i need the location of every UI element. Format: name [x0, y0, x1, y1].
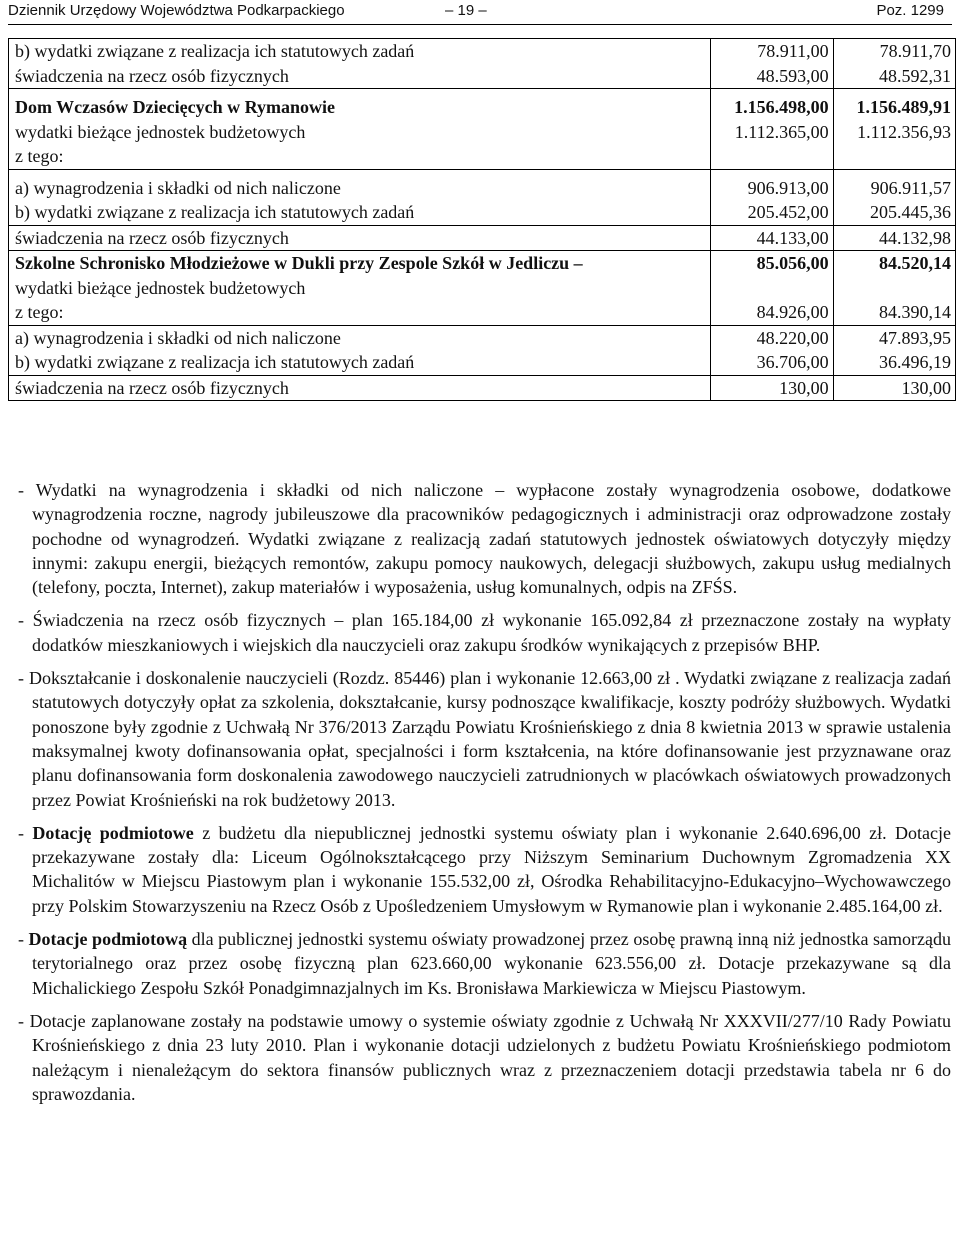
- bold-term: Dotację podmiotowe: [32, 822, 194, 843]
- exec-value: 44.132,98: [879, 227, 951, 248]
- exec-cell: [833, 169, 955, 225]
- exec-value: 205.445,36: [870, 202, 951, 222]
- table-row: [9, 89, 956, 170]
- exec-value: 1.112.356,93: [857, 121, 951, 142]
- exec-value: 906.911,57: [870, 177, 951, 198]
- plan-cell: [711, 89, 833, 170]
- exec-cell: [833, 39, 955, 89]
- exec-cell: [833, 325, 955, 375]
- table-row: [9, 325, 956, 375]
- paragraph-rest: z budżetu dla niepublicznej jednostki systemu oświaty plan i wykonanie 2.640.696,00 zł. Dotacje przekazywane zostały dla: Liceum Ogólnokształcącego przy Niższym Seminarium Duchownym Zgromadzenia XX Michalitów w Miejscu Piastowym plan i wykonanie 155.532,00 zł, Ośrodka Rehabilitacyjno-Edukacyjno–Wychowawczego przy Polskim Stowarzyszeniu na Rzecz Osób z Upośledzeniem Umysłowym w Rymanowie plan i wykonanie 2.485.164,00 zł.: [32, 822, 952, 916]
- paragraph-benefits: - Świadczenia na rzecz osób fizycznych – plan 165.184,00 zł wykonanie 165.092,84 zł przeznaczone zostały na wypłaty dodatków mieszkaniowych i wiejskich dla nauczycieli oraz zakupu środków wynikających z przepisów BHP.: [18, 610, 951, 655]
- exec-cell: [833, 89, 955, 170]
- exec-value: 84.390,14: [879, 302, 951, 322]
- plan-cell: [711, 225, 833, 251]
- row-label: b) wydatki związane z realizacja ich statutowych zadań: [15, 41, 415, 61]
- bold-term: Dotacje podmiotową: [28, 929, 188, 950]
- dash: -: [18, 822, 33, 843]
- row-label: z tego:: [15, 146, 64, 166]
- row-labels: [9, 375, 711, 401]
- plan-value: 1.156.498,00: [734, 97, 829, 117]
- row-label: wydatki bieżące jednostek budżetowych: [15, 277, 306, 298]
- plan-value: 78.911,00: [757, 41, 829, 61]
- table-row: [9, 225, 956, 251]
- plan-value: 1.112.365,00: [734, 121, 829, 142]
- position-number: Poz. 1299: [876, 2, 944, 19]
- row-labels: [9, 39, 711, 89]
- paragraph-subsidy-basis: - Dotacje zaplanowane zostały na podstawie umowy o systemie oświaty zgodnie z Uchwałą Nr XXXVII/277/10 Rady Powiatu Krośnieńskiego z dnia 23 luty 2010. Plan i wykonanie dotacji udzielonych z budżetu Powiatu Krośnieńskiego podmiotom należącym i nienależącym do sektora finansów publicznych wraz z przeznaczeniem dotacji przedstawia tabela nr 6 do sprawozdania.: [18, 1010, 951, 1104]
- unit-name: Dom Wczasów Dziecięcych w Rymanowie: [15, 97, 335, 117]
- table-row: [9, 251, 956, 326]
- body-text: [8, 478, 951, 1115]
- exec-value: 48.592,31: [879, 65, 951, 86]
- row-label: świadczenia na rzecz osób fizycznych: [15, 227, 289, 248]
- exec-value: 1.156.489,91: [856, 97, 951, 117]
- page-header: [8, 0, 952, 25]
- plan-value: 48.220,00: [756, 327, 829, 348]
- plan-value: 205.452,00: [747, 202, 829, 222]
- plan-cell: [711, 251, 833, 326]
- unit-name: Szkolne Schronisko Młodzieżowe w Dukli przy Zespole Szkół w Jedliczu –: [15, 253, 583, 273]
- row-label: a) wynagrodzenia i składki od nich naliczone: [15, 327, 341, 348]
- dash: -: [18, 929, 29, 950]
- exec-value: 130,00: [901, 377, 951, 398]
- row-label: wydatki bieżące jednostek budżetowych: [15, 121, 306, 142]
- plan-value: 906.913,00: [747, 177, 829, 198]
- table-row: [9, 39, 956, 89]
- plan-value: 84.926,00: [756, 302, 829, 322]
- plan-cell: [711, 39, 833, 89]
- row-label: b) wydatki związane z realizacja ich statutowych zadań: [15, 202, 415, 222]
- plan-cell: [711, 375, 833, 401]
- exec-cell: [833, 251, 955, 326]
- row-label: świadczenia na rzecz osób fizycznych: [15, 377, 289, 398]
- row-labels: [9, 225, 711, 251]
- row-label: z tego:: [15, 302, 64, 322]
- paragraph-rest: dla publicznej jednostki systemu oświaty prowadzonej przez osobę prawną inną niż jednostka samorządu terytorialnego oraz przez osobę fizyczną plan 623.660,00 wykonanie 623.556,00 zł. Dotacje przekazywane są dla Michalickiego Zespołu Szkół Ponadgimnazjalnych im Ks. Bronisława Markiewicza w Miejscu Piastowym.: [32, 929, 951, 998]
- plan-value: 44.133,00: [756, 227, 829, 248]
- row-labels: [9, 325, 711, 375]
- paragraph-training: - Dokształcanie i doskonalenie nauczycieli (Rozdz. 85446) plan i wykonanie 12.663,00 zł . Wydatki związane z realizacja zadań statutowych dotyczyły opłat za szkolenia, dokształcanie, kursy podnoszące kwalifikacje, koszty podróży służbowych. Wydatki ponoszone były zgodnie z Uchwałą Nr 376/2013 Zarządu Powiatu Krośnieńskiego z dnia 8 kwietnia 2013 w sprawie ustalenia maksymalnej kwoty dofinansowania opłat, specjalności i form kształcenia, na które dofinansowanie jest przyznawane oraz planu dofinansowania form doskonalenia zawodowego nauczycieli zatrudnionych w placówkach oświatowych prowadzonych przez Powiat Krośnieński na rok budżetowy 2013.: [18, 668, 951, 810]
- journal-title: Dziennik Urzędowy Województwa Podkarpackiego: [8, 2, 345, 19]
- row-label: a) wynagrodzenia i składki od nich naliczone: [15, 177, 341, 198]
- plan-value: 130,00: [779, 377, 829, 398]
- table-row: [9, 169, 956, 225]
- page-number: – 19 –: [445, 2, 487, 19]
- row-labels: [9, 89, 711, 170]
- plan-cell: [711, 169, 833, 225]
- paragraph-subsidy-public: [8, 927, 951, 1000]
- exec-value: 47.893,95: [879, 327, 951, 348]
- plan-value: 48.593,00: [756, 65, 829, 86]
- plan-value: 36.706,00: [756, 352, 829, 372]
- row-labels: [9, 169, 711, 225]
- plan-value: 85.056,00: [756, 253, 829, 273]
- exec-value: 84.520,14: [879, 253, 951, 273]
- exec-cell: [833, 375, 955, 401]
- exec-value: 36.496,19: [879, 352, 951, 372]
- paragraph-salaries: - Wydatki na wynagrodzenia i składki od nich naliczone – wypłacone zostały wynagrodzenia osobowe, dodatkowe wynagrodzenia roczne, nagrody jubileuszowe dla pracowników pedagogicznych i administracji oraz odprowadzone zostały pochodne od wynagrodzeń. Wydatki związane z realizacją zadań statutowych jednostek oświatowych dotyczyły między innymi: zakupu energii, bieżących remontów, zakupu pomocy naukowych, delegacji służbowych, zakupu usług medialnych (telefony, poczta, Internet), zakup materiałów i wyposażenia, usług komunalnych, odpis na ZFŚS.: [18, 480, 951, 598]
- expenditure-table: [8, 38, 956, 401]
- row-label: świadczenia na rzecz osób fizycznych: [15, 65, 289, 86]
- table-row: [9, 375, 956, 401]
- row-label: b) wydatki związane z realizacja ich statutowych zadań: [15, 352, 415, 372]
- plan-cell: [711, 325, 833, 375]
- exec-cell: [833, 225, 955, 251]
- row-labels: [9, 251, 711, 326]
- exec-value: 78.911,70: [879, 41, 951, 61]
- paragraph-subsidy-nonpublic: [8, 821, 951, 918]
